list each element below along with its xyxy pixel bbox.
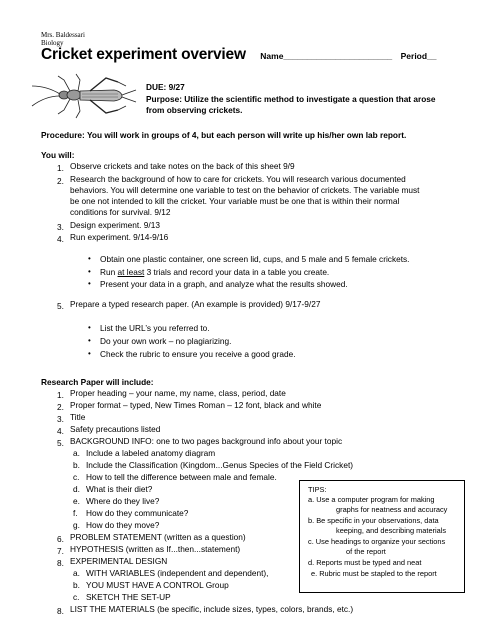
- paper-item: Proper heading – your name, my name, class, period, date: [70, 388, 286, 398]
- paper-item: BACKGROUND INFO: one to two pages background info about your topic: [70, 436, 343, 446]
- step-number: 3.: [57, 222, 64, 232]
- paper-item: EXPERIMENTAL DESIGN: [70, 556, 168, 566]
- cricket-illustration: [30, 66, 140, 126]
- procedure-text: Procedure: You will work in groups of 4, but each person will write up his/her own lab report.: [41, 130, 407, 140]
- paper-item-number: 5.: [57, 438, 64, 448]
- you-will-heading: You will:: [41, 150, 75, 160]
- title-row: [41, 46, 437, 64]
- tip-line: of the report: [346, 547, 386, 556]
- sub-item-letter: e.: [73, 496, 80, 506]
- experiment-bullet: Present your data in a graph, and analyze what the results showed.: [100, 279, 348, 289]
- paper-item-number: 6.: [57, 534, 64, 544]
- paper-item: PROBLEM STATEMENT (written as a question): [70, 532, 246, 542]
- paper-bullet: Do your own work – no plagiarizing.: [100, 336, 232, 346]
- step-line: conditions for survival. 9/12: [70, 207, 171, 217]
- step-text: Prepare a typed research paper. (An example is provided) 9/17-9/27: [70, 299, 321, 309]
- paper-item-number: 7.: [57, 546, 64, 556]
- sub-item-letter: d.: [73, 484, 80, 494]
- bullet-icon: •: [88, 267, 91, 276]
- paper-item: Title: [70, 412, 86, 422]
- sub-item: Where do they live?: [86, 496, 160, 506]
- period-field: Period__: [400, 51, 437, 61]
- tips-box: [299, 480, 465, 593]
- sub-item-letter: c.: [73, 472, 80, 482]
- bullet-icon: •: [88, 349, 91, 358]
- tip-line: keeping, and describing materials: [336, 526, 447, 535]
- sub-item-letter: b.: [73, 460, 80, 470]
- due-block: [146, 82, 476, 117]
- research-paper-heading: Research Paper will include:: [41, 377, 154, 387]
- tip-line: b. Be specific in your observations, data: [308, 516, 439, 525]
- teacher-name: Mrs. Baldessari: [41, 31, 85, 39]
- step-text: [70, 232, 168, 243]
- step-line: be one not intended to kill the cricket. Your variable must be one that is within their normal: [70, 196, 400, 206]
- step-line: Research the background of how to care for crickets. You will research various documented: [70, 174, 406, 184]
- step-line: Design experiment. 9/13: [70, 220, 160, 230]
- sub-item: SKETCH THE SET-UP: [86, 592, 171, 602]
- experiment-bullet: Run at least 3 trials and record your data in a table you create.: [100, 267, 330, 277]
- sub-item: WITH VARIABLES (independent and dependent),: [86, 568, 269, 578]
- tip-line: d. Reports must be typed and neat: [308, 558, 422, 567]
- bullet-icon: •: [88, 323, 91, 332]
- step-line: Observe crickets and take notes on the back of this sheet 9/9: [70, 161, 295, 171]
- step-line: Run experiment. 9/14-9/16: [70, 232, 169, 242]
- tip-line: a. Use a computer program for making: [308, 495, 435, 504]
- paper-item: LIST THE MATERIALS (be specific, include sizes, types, colors, brands, etc.): [70, 604, 354, 614]
- sub-item-letter: c.: [73, 592, 80, 602]
- bullet-icon: •: [88, 336, 91, 345]
- step-text: [70, 161, 295, 172]
- due-date: DUE: 9/27: [146, 82, 185, 92]
- experiment-bullet: Obtain one plastic container, one screen lid, cups, and 5 male and 5 female crickets.: [100, 254, 410, 264]
- subject-name: Biology: [41, 39, 64, 47]
- sub-item: How to tell the difference between male and female.: [86, 472, 277, 482]
- tips-title: TIPS:: [308, 485, 327, 494]
- paper-item-number: 4.: [57, 426, 64, 436]
- tip-line: e. Rubric must be stapled to the report: [311, 569, 437, 578]
- paper-item: Safety precautions listed: [70, 424, 161, 434]
- sub-item-letter: g.: [73, 520, 80, 530]
- sub-item-letter: a.: [73, 568, 80, 578]
- bullet-icon: •: [88, 279, 91, 288]
- step-line: behaviors. You will determine one variable to test on the behavior of crickets. The variable must: [70, 185, 420, 195]
- page-title: Cricket experiment overview: [41, 46, 246, 63]
- step-text: [70, 174, 480, 218]
- sub-item-letter: f.: [73, 508, 78, 518]
- step-number: 4.: [57, 234, 64, 244]
- purpose-line-2: from observing crickets.: [146, 105, 243, 115]
- paper-item-number: 3.: [57, 414, 64, 424]
- paper-bullet: List the URL’s you referred to.: [100, 323, 210, 333]
- paper-item-number: 8.: [57, 558, 64, 568]
- name-field: Name_______________________: [260, 51, 393, 61]
- step-number: 1.: [57, 163, 64, 173]
- step-text: [70, 220, 160, 231]
- tip-line: c. Use headings to organize your sections: [308, 537, 446, 546]
- bullet-icon: •: [88, 254, 91, 263]
- paper-item: Proper format – typed, New Times Roman – 12 font, black and white: [70, 400, 322, 410]
- sub-item: What is their diet?: [86, 484, 153, 494]
- step-number: 2.: [57, 176, 64, 186]
- purpose-line-1: Purpose: Utilize the scientific method to investigate a question that arose: [146, 93, 436, 104]
- sub-item-letter: b.: [73, 580, 80, 590]
- sub-item-letter: a.: [73, 448, 80, 458]
- paper-item-number: 2.: [57, 402, 64, 412]
- sub-item: Include a labeled anatomy diagram: [86, 448, 216, 458]
- tip-line: graphs for neatness and accuracy: [336, 505, 448, 514]
- sub-item: How do they move?: [86, 520, 160, 530]
- paper-bullet: Check the rubric to ensure you receive a good grade.: [100, 349, 296, 359]
- paper-item-number: 8.: [57, 606, 64, 616]
- paper-item: HYPOTHESIS (written as If...then...statement): [70, 544, 241, 554]
- paper-item-number: 1.: [57, 390, 64, 400]
- sub-item: YOU MUST HAVE A CONTROL Group: [86, 580, 229, 590]
- sub-item: How do they communicate?: [86, 508, 189, 518]
- step-number: 5.: [57, 301, 64, 311]
- sub-item: Include the Classification (Kingdom...Genus Species of the Field Cricket): [86, 460, 354, 470]
